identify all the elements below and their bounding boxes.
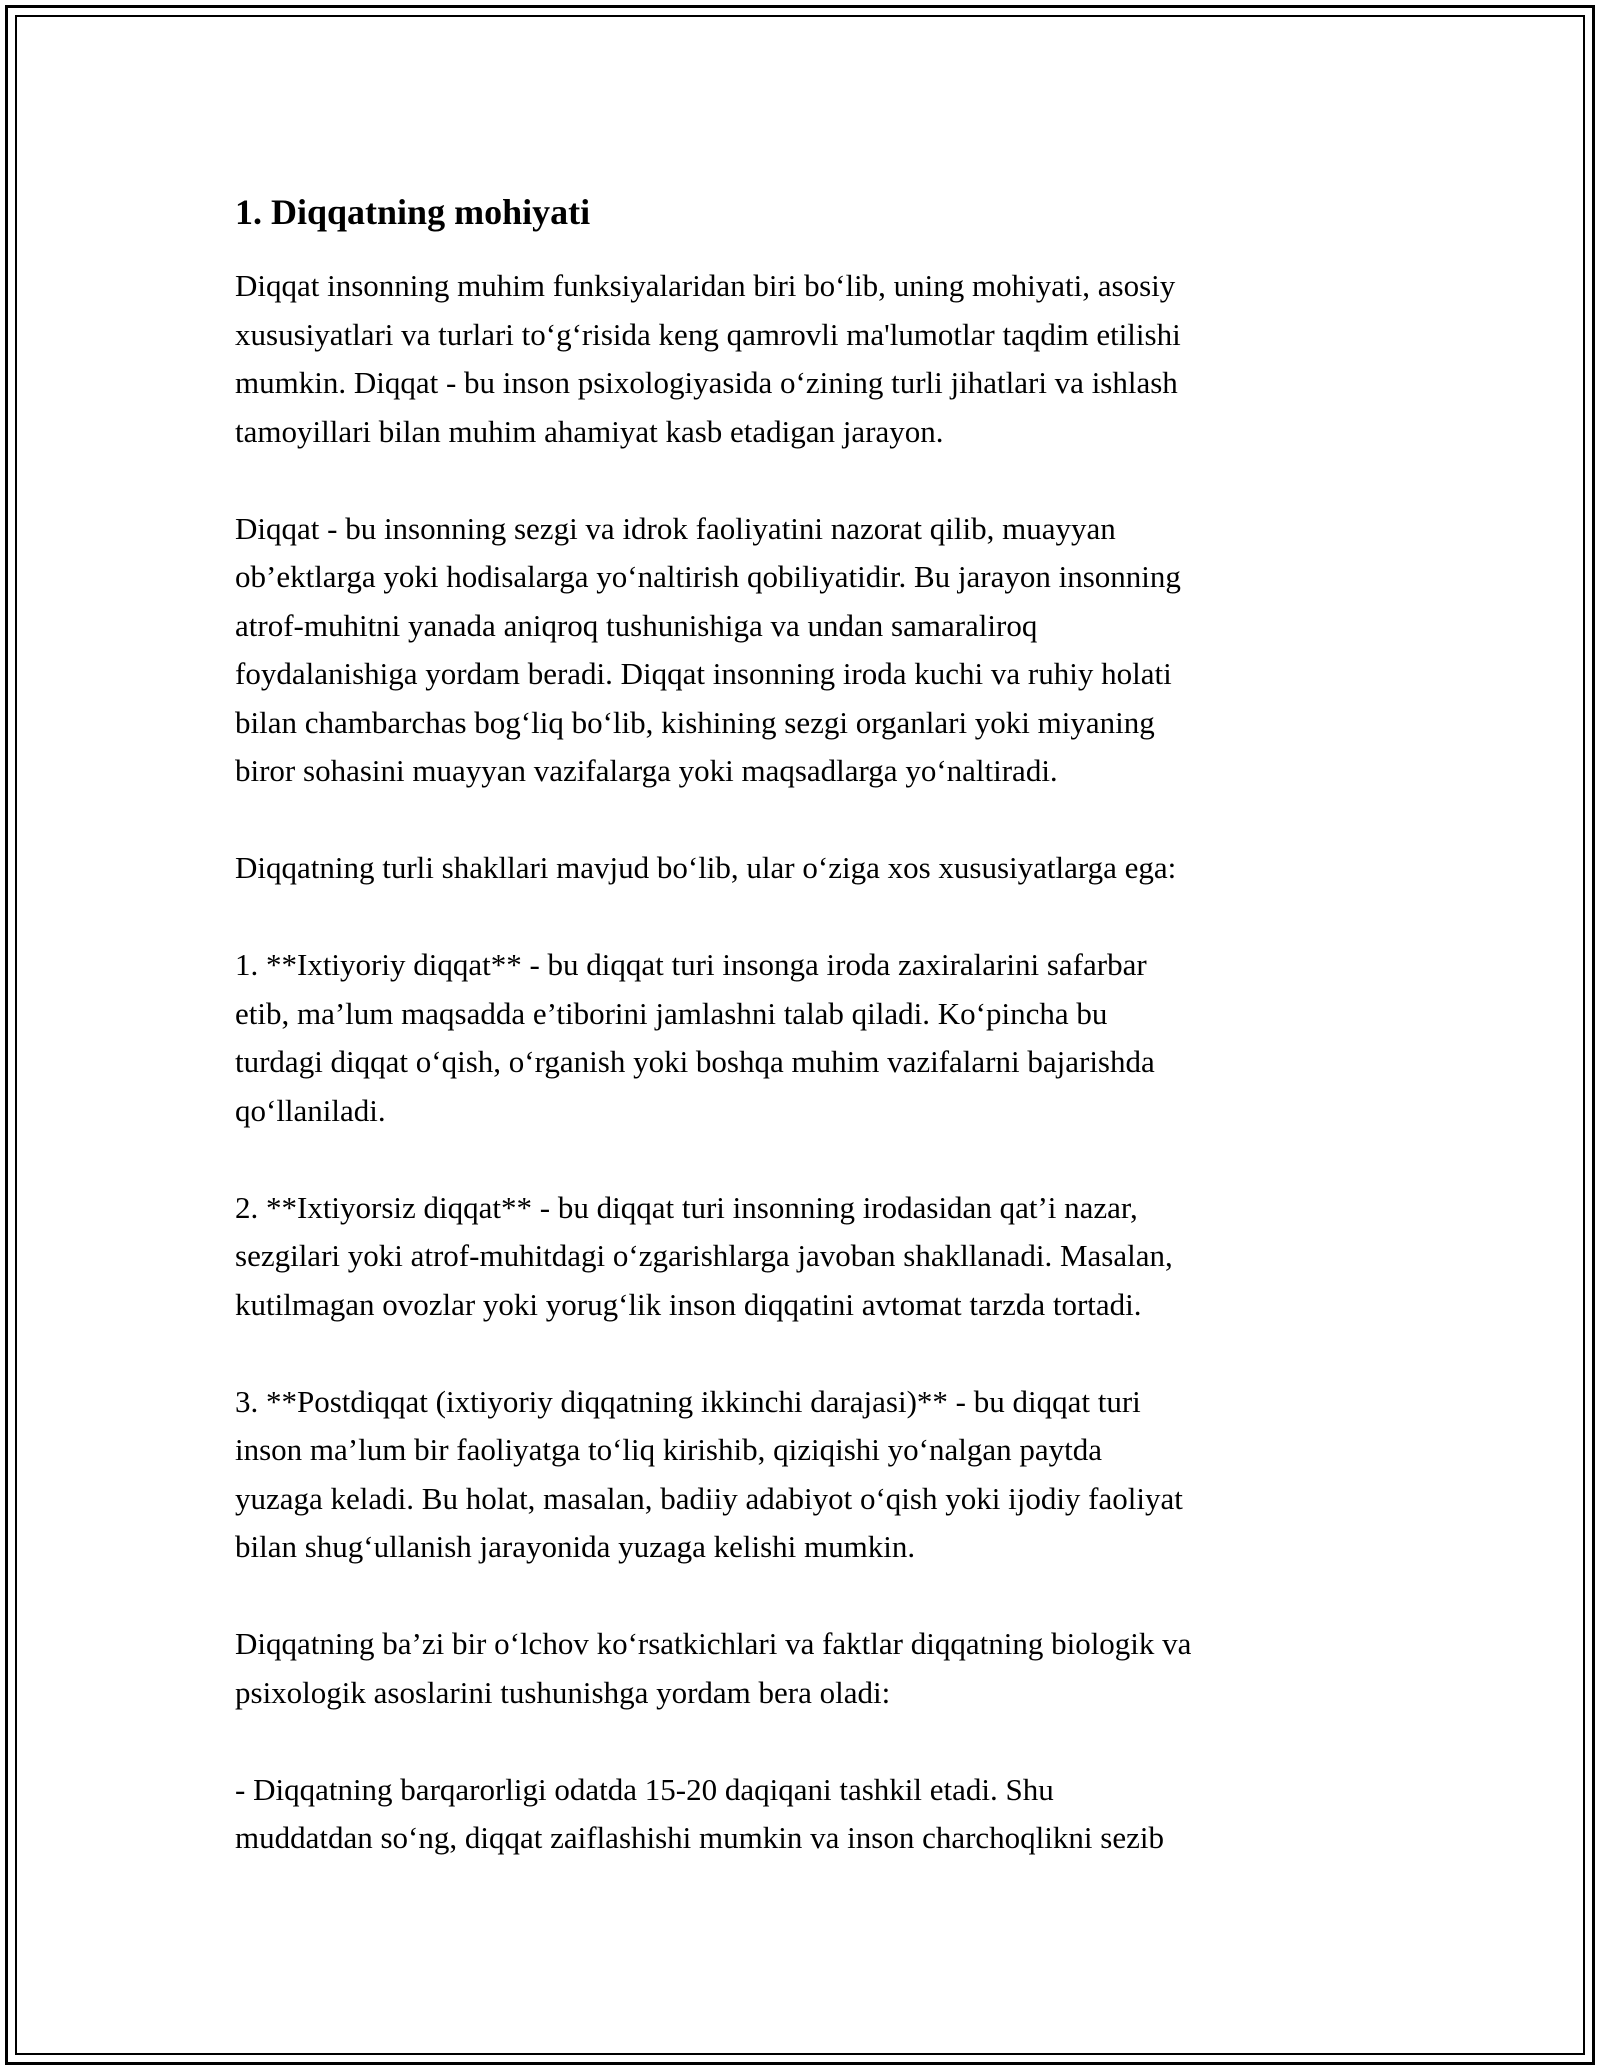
list-item-post-voluntary: 3. **Postdiqqat (ixtiyoriy diqqatning ikkinchi darajasi)** - bu diqqat turi inson ma’lum bir faoliyatga to‘liq kirishib, qiziqishi yo‘nalgan paytda yuzaga keladi. Bu holat, masalan, badiiy adabiyot o‘qish yoki ijodiy faoliyat bilan shug‘ullanish jarayonida yuzaga kelishi mumkin.	[235, 1383, 1183, 1564]
list-item-voluntary: 1. **Ixtiyoriy diqqat** - bu diqqat turi insonga iroda zaxiralarini safarbar etib, ma’lum maqsadda e’tiborini jamlashni talab qiladi. Ko‘pincha bu turdagi diqqat o‘qish, o‘rganish yoki boshqa muhim vazifalarni bajarishda qo‘llaniladi.	[235, 947, 1155, 1128]
paragraph-intro: Diqqat insonning muhim funksiyalaridan biri bo‘lib, uning mohiyati, asosiy xususiyatlari va turlari to‘g‘risida keng qamrovli ma'lumotlar taqdim etilishi mumkin. Diqqat - bu inson psixologiyasida o‘zining turli jihatlari va ishlash tamoyillari bilan muhim ahamiyat kasb etadigan jarayon.	[235, 268, 1181, 449]
document-body	[235, 188, 1375, 1911]
paragraph-definition: Diqqat - bu insonning sezgi va idrok faoliyatini nazorat qilib, muayyan ob’ektlarga yoki hodisalarga yo‘naltirish qobiliyatidir. Bu jarayon insonning atrof-muhitni yanada aniqroq tushunishiga va undan samaraliroq foydalanishiga yordam beradi. Diqqat insonning iroda kuchi va ruhiy holati bilan chambarchas bog‘liq bo‘lib, kishining sezgi organlari yoki miyaning biror sohasini muayyan vazifalarga yoki maqsadlarga yo‘naltiradi.	[235, 510, 1181, 788]
list-item-involuntary: 2. **Ixtiyorsiz diqqat** - bu diqqat turi insonning irodasidan qat’i nazar, sezgilari yoki atrof-muhitdagi o‘zgarishlarga javoban shakllanadi. Masalan, kutilmagan ovozlar yoki yorug‘lik inson diqqatini avtomat tarzda tortadi.	[235, 1189, 1173, 1322]
bullet-item-stability: - Diqqatning barqarorligi odatda 15-20 daqiqani tashkil etadi. Shu muddatdan so‘ng, diqqat zaiflashishi mumkin va inson charchoqlikni sezib	[235, 1771, 1164, 1855]
section-heading: 1. Diqqatning mohiyati	[235, 192, 591, 232]
paragraph-measures: Diqqatning ba’zi bir o‘lchov ko‘rsatkichlari va faktlar diqqatning biologik va psixologik asoslarini tushunishga yordam bera oladi:	[235, 1626, 1192, 1710]
paragraph-forms: Diqqatning turli shakllari mavjud bo‘lib, ular o‘ziga xos xususiyatlarga ega:	[235, 850, 1177, 885]
